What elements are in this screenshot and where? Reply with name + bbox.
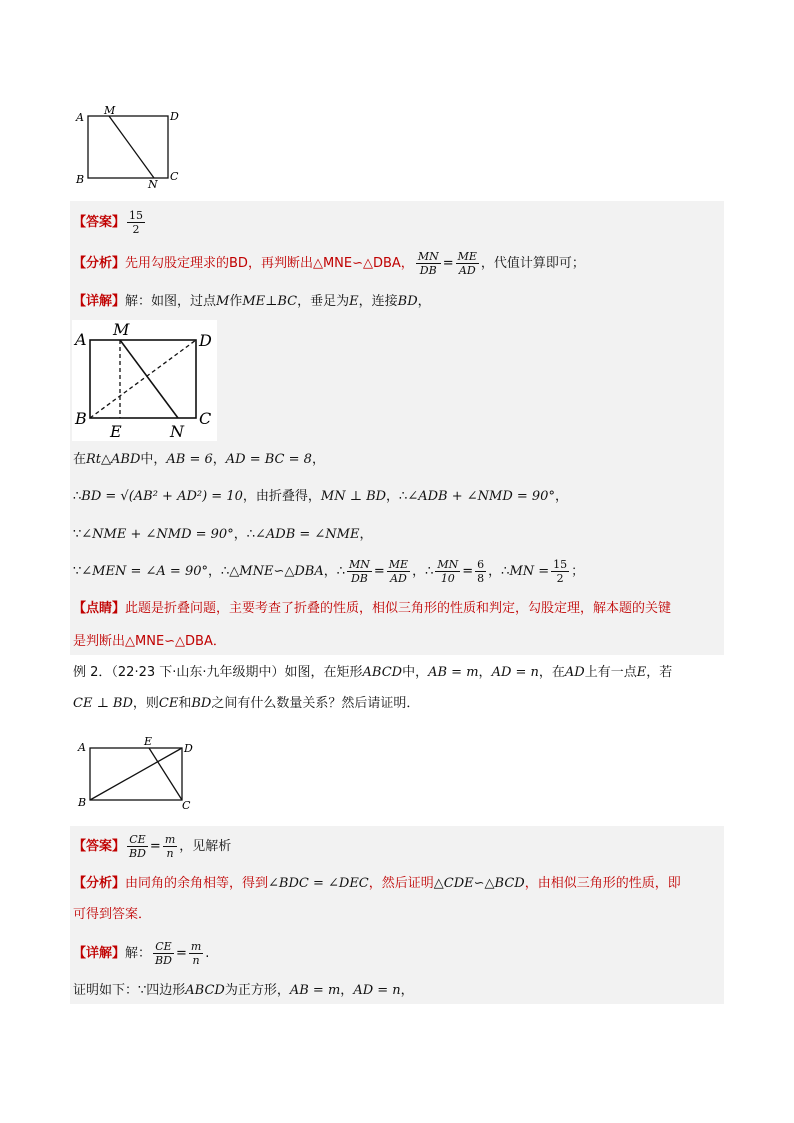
- solution-line-3: ∵∠NME + ∠NMD = 90°，∴∠ADB = ∠NME，: [73, 527, 373, 542]
- detail-1-intro: 【详解】解：如图，过点M作ME⊥BC，垂足为E，连接BD，: [73, 294, 431, 309]
- analysis-1: 【分析】先用勾股定理求的BD，再判断出△MNE∽△DBA， $\frac{MN}{DB}$ = $\frac{ME}{AD}$ ，代值计算即可；: [73, 250, 585, 277]
- figure-3-rectangle: [76, 734, 196, 814]
- analysis-2-line-1: 【分析】由同角的余角相等，得到∠BDC = ∠DEC，然后证明△CDE∽△BCD，由相似三角形的性质，即: [73, 876, 681, 891]
- label-c: C: [170, 170, 179, 183]
- tip-1-line-1: 【点睛】此题是折叠问题，主要考查了折叠的性质，相似三角形的性质和判定，勾股定理，解本题的关键: [73, 601, 672, 616]
- label-n: N: [148, 178, 158, 191]
- label-e: E: [144, 735, 153, 748]
- label-e: E: [110, 422, 122, 441]
- solution-line-2: ∴BD = √(AB² + AD²) = 10，由折叠得，MN ⊥ BD，∴∠ADB + ∠NMD = 90°，: [73, 489, 568, 504]
- label-n: N: [170, 422, 184, 441]
- answer-2: 【答案】 $\frac{CE}{BD}$ = $\frac{m}{n}$ ，见解析: [73, 833, 232, 860]
- figure-1-rectangle: [74, 103, 184, 191]
- label-d: D: [199, 331, 212, 350]
- label-a: A: [75, 330, 87, 349]
- figure-2-rectangle-with-diagonal: [72, 320, 217, 441]
- label-m: M: [104, 104, 116, 117]
- label-c: C: [199, 409, 212, 428]
- solution-line-4: ∵∠MEN = ∠A = 90°，∴△MNE∽△DBA，∴ $\frac{MN}{DB}$ = $\frac{ME}{AD}$ ，∴ $\frac{MN}{10}$ = $\frac{6}{8}$ ，∴MN = $\frac{15}{2}$ ；: [73, 558, 585, 585]
- label-a: A: [78, 741, 86, 754]
- label-d: D: [170, 110, 179, 123]
- label-m: M: [113, 320, 130, 339]
- solution-line-1: 在Rt△ABD中，AB = 6，AD = BC = 8，: [73, 452, 325, 467]
- label-d: D: [184, 742, 193, 755]
- example-2-line-2: CE ⊥ BD，则CE和BD之间有什么数量关系？然后请证明．: [73, 696, 420, 711]
- label-b: B: [76, 173, 85, 186]
- analysis-2-line-2: 可得到答案．: [73, 907, 152, 922]
- detail-2: 【详解】解： $\frac{CE}{BD}$ = $\frac{m}{n}$ .: [73, 940, 210, 967]
- label-c: C: [182, 799, 191, 812]
- tip-1-line-2: 是判断出△MNE∽△DBA．: [73, 634, 226, 649]
- proof-line: 证明如下：∵四边形ABCD为正方形，AB = m，AD = n，: [73, 983, 414, 998]
- label-b: B: [78, 796, 87, 809]
- label-b: B: [75, 409, 87, 428]
- label-a: A: [76, 111, 84, 124]
- answer-1: 【答案】 $\frac{15}{2}$: [73, 209, 144, 236]
- example-2-line-1: 例 2．（22·23 下·山东·九年级期中）如图，在矩形ABCD中，AB = m，AD = n，在AD上有一点E，若: [73, 665, 673, 680]
